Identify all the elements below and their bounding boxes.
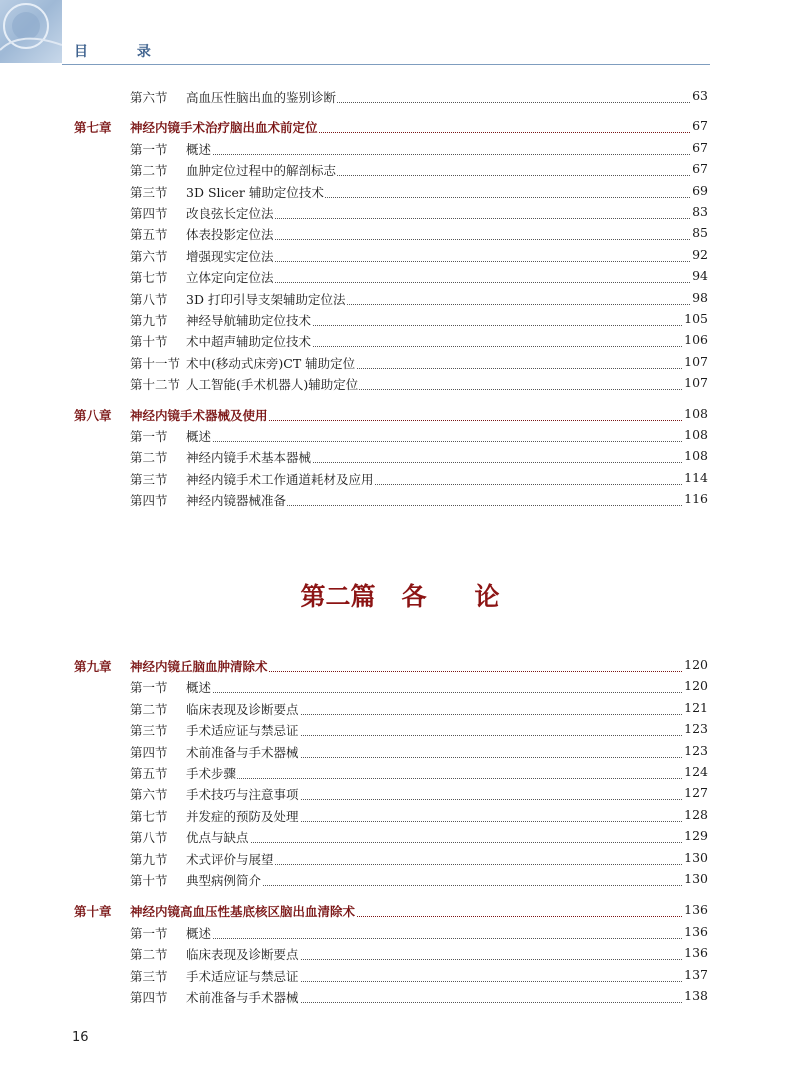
toc-entry-title: 术前准备与手术器械: [186, 744, 299, 760]
dot-leader: [186, 842, 692, 843]
toc-section-row: [0, 161, 800, 181]
toc-section-row: [0, 721, 800, 741]
toc-entry-title: 神经内镜手术工作通道耗材及应用: [186, 471, 374, 487]
toc-entry-page: 129: [684, 828, 708, 844]
toc-entry-page: 128: [684, 806, 708, 822]
toc-entry-number: 第四节: [130, 493, 168, 509]
toc-entry-page: 124: [684, 764, 708, 779]
toc-entry-page: 138: [684, 988, 708, 1003]
toc-entry-number: 第七章: [74, 120, 112, 136]
toc-chapter-row: [0, 902, 800, 922]
toc-entry-number: 第三节: [130, 184, 168, 200]
toc-entry-number: 第四节: [130, 990, 168, 1005]
toc-section-row: [0, 448, 800, 468]
toc-section-row: [0, 225, 800, 245]
toc-entry-number: 第十章: [74, 904, 112, 920]
toc-entry-page: 107: [684, 353, 708, 369]
toc-entry-number: 第一节: [130, 141, 168, 157]
toc-section-row: [0, 375, 800, 395]
toc-entry-number: 第三节: [130, 471, 168, 487]
toc-section-row: [0, 828, 800, 848]
toc-entry-title: 人工智能(手术机器人)辅助定位: [186, 377, 359, 393]
toc-entry-number: 第二节: [130, 947, 168, 963]
toc-entry-number: 第十节: [130, 873, 168, 888]
header-title: 目 录: [74, 44, 173, 60]
toc-entry-title: 3D Slicer 辅助定位技术: [186, 184, 324, 200]
toc-entry-number: 第六节: [130, 787, 168, 803]
toc-section-row: [0, 850, 800, 870]
toc-entry-title: 临床表现及诊断要点: [186, 947, 299, 963]
toc-entry-title: 手术适应证与禁忌证: [186, 968, 299, 984]
toc-section-row: [0, 183, 800, 203]
toc-entry-title: 神经导航辅助定位技术: [186, 313, 312, 328]
toc-entry-title: 改良弦长定位法: [186, 206, 274, 221]
toc-entry-number: 第八节: [130, 830, 168, 846]
toc-chapter-row: [0, 406, 800, 426]
toc-entry-number: 第一节: [130, 680, 168, 696]
toc-entry-number: 第四节: [130, 744, 168, 760]
toc-entry-title: 优点与缺点: [186, 830, 249, 846]
toc-entry-page: 108: [684, 427, 708, 442]
toc-entry-page: 123: [684, 721, 708, 737]
toc-section-row: [0, 140, 800, 160]
toc-entry-number: 第八章: [74, 407, 112, 423]
toc-entry-title: 手术技巧与注意事项: [186, 787, 299, 803]
toc-entry-title: 手术适应证与禁忌证: [186, 723, 299, 739]
toc-entry-title: 高血压性脑出血的鉴别诊断: [186, 90, 337, 105]
toc-entry-title: 血肿定位过程中的解剖标志: [186, 163, 337, 179]
toc-entry-title: 概述: [186, 141, 212, 157]
toc-entry-page: 85: [692, 225, 708, 241]
toc-entry-number: 第九节: [130, 851, 168, 867]
toc-entry-page: 130: [684, 871, 708, 886]
toc-section-row: [0, 491, 800, 511]
toc-entry-title: 临床表现及诊断要点: [186, 701, 299, 717]
toc-section-row: [0, 807, 800, 827]
dot-leader: [186, 441, 692, 442]
toc-entry-page: 136: [684, 923, 708, 939]
toc-entry-number: 第九节: [130, 313, 168, 328]
toc-entry-page: 107: [684, 375, 708, 391]
toc-entry-title: 手术步骤: [186, 766, 237, 781]
toc-entry-title: 概述: [186, 925, 212, 941]
toc-entry-title: 3D 打印引导支架辅助定位法: [186, 291, 346, 307]
toc-entry-title: 神经内镜手术基本器械: [186, 450, 312, 466]
toc-entry-page: 121: [684, 699, 708, 715]
toc-section-row: [0, 700, 800, 720]
toc-entry-number: 第一节: [130, 429, 168, 444]
toc-entry-title: 神经内镜手术器械及使用: [130, 407, 268, 423]
toc-chapter-row: [0, 118, 800, 138]
toc-entry-number: 第十节: [130, 334, 168, 350]
part-title-word-2: 论: [474, 582, 500, 611]
toc-chapter-row: [0, 657, 800, 677]
toc-section-row: [0, 945, 800, 965]
toc-entry-number: 第三节: [130, 723, 168, 739]
header-rule: [62, 64, 710, 65]
toc-entry-title: 典型病例简介: [186, 873, 262, 888]
toc-entry-title: 神经内镜丘脑血肿清除术: [130, 659, 268, 674]
toc-entry-page: 108: [684, 405, 708, 421]
toc-entry-page: 98: [692, 289, 708, 305]
toc-section-row: [0, 427, 800, 447]
toc-entry-number: 第二节: [130, 450, 168, 466]
part-title-word-1: 各: [401, 582, 427, 611]
corner-decoration-image: [0, 0, 62, 63]
toc-entry-page: 137: [684, 966, 708, 982]
toc-section-row: [0, 924, 800, 944]
dot-leader: [186, 938, 692, 939]
toc-entry-number: 第五节: [130, 766, 168, 781]
toc-entry-number: 第十一节: [130, 355, 181, 371]
toc-entry-page: 69: [692, 182, 708, 198]
toc-entry-title: 神经内镜器械准备: [186, 493, 287, 509]
toc-entry-number: 第四节: [130, 206, 168, 221]
toc-entry-page: 108: [684, 448, 708, 464]
toc-entry-page: 92: [692, 246, 708, 262]
toc-entry-page: 94: [692, 268, 708, 284]
toc-entry-title: 术前准备与手术器械: [186, 990, 299, 1005]
toc-entry-page: 105: [684, 311, 708, 326]
toc-section-row: [0, 743, 800, 763]
toc-entry-number: 第七节: [130, 270, 168, 286]
toc-entry-page: 120: [684, 678, 708, 694]
toc-section-row: [0, 678, 800, 698]
toc-section-row: [0, 332, 800, 352]
toc-entry-number: 第九章: [74, 659, 112, 674]
part-title: [0, 577, 800, 613]
part-title-number: 第二篇: [300, 582, 376, 611]
toc-entry-page: 83: [692, 204, 708, 219]
toc-entry-title: 立体定向定位法: [186, 270, 274, 286]
toc-entry-number: 第六节: [130, 90, 168, 105]
toc-entry-page: 116: [684, 491, 708, 507]
toc-entry-title: 并发症的预防及处理: [186, 808, 299, 824]
toc-entry-page: 67: [692, 139, 708, 155]
page-number: 16: [72, 1030, 89, 1045]
toc-entry-number: 第五节: [130, 227, 168, 243]
toc-entry-page: 106: [684, 332, 708, 348]
toc-entry-page: 130: [684, 849, 708, 865]
toc-section-row: [0, 268, 800, 288]
toc-entry-title: 神经内镜手术治疗脑出血术前定位: [130, 120, 318, 136]
toc-section-row: [0, 470, 800, 490]
toc-entry-page: 123: [684, 742, 708, 758]
toc-section-row: [0, 88, 800, 108]
toc-entry-title: 术式评价与展望: [186, 851, 274, 867]
toc-section-row: [0, 354, 800, 374]
toc-section-row: [0, 967, 800, 987]
toc-entry-page: 127: [684, 785, 708, 801]
toc-section-row: [0, 785, 800, 805]
toc-entry-number: 第七节: [130, 808, 168, 824]
toc-entry-title: 术中超声辅助定位技术: [186, 334, 312, 350]
toc-entry-page: 136: [684, 945, 708, 961]
toc-entry-number: 第六节: [130, 248, 168, 264]
toc-entry-title: 术中(移动式床旁)CT 辅助定位: [186, 355, 356, 371]
toc-entry-number: 第八节: [130, 291, 168, 307]
toc-entry-title: 增强现实定位法: [186, 248, 274, 264]
toc-entry-title: 神经内镜高血压性基底核区脑出血清除术: [130, 904, 356, 920]
toc-entry-page: 67: [692, 161, 708, 177]
toc-section-row: [0, 311, 800, 331]
toc-entry-number: 第二节: [130, 701, 168, 717]
toc-entry-page: 67: [692, 118, 708, 134]
toc-section-row: [0, 871, 800, 891]
toc-entry-page: 120: [684, 657, 708, 672]
dot-leader: [186, 692, 692, 693]
toc-section-row: [0, 988, 800, 1008]
toc-entry-page: 136: [684, 902, 708, 918]
toc-section-row: [0, 204, 800, 224]
toc-section-row: [0, 290, 800, 310]
toc-entry-number: 第一节: [130, 925, 168, 941]
toc-entry-title: 概述: [186, 429, 212, 444]
dot-leader: [186, 778, 692, 779]
toc-section-row: [0, 247, 800, 267]
toc-entry-number: 第三节: [130, 968, 168, 984]
toc-entry-page: 114: [684, 469, 708, 485]
toc-entry-title: 体表投影定位法: [186, 227, 274, 243]
toc-entry-page: 63: [692, 88, 708, 103]
toc-section-row: [0, 764, 800, 784]
dot-leader: [186, 154, 692, 155]
toc-entry-number: 第十二节: [130, 377, 181, 393]
toc-entry-title: 概述: [186, 680, 212, 696]
toc-entry-number: 第二节: [130, 163, 168, 179]
